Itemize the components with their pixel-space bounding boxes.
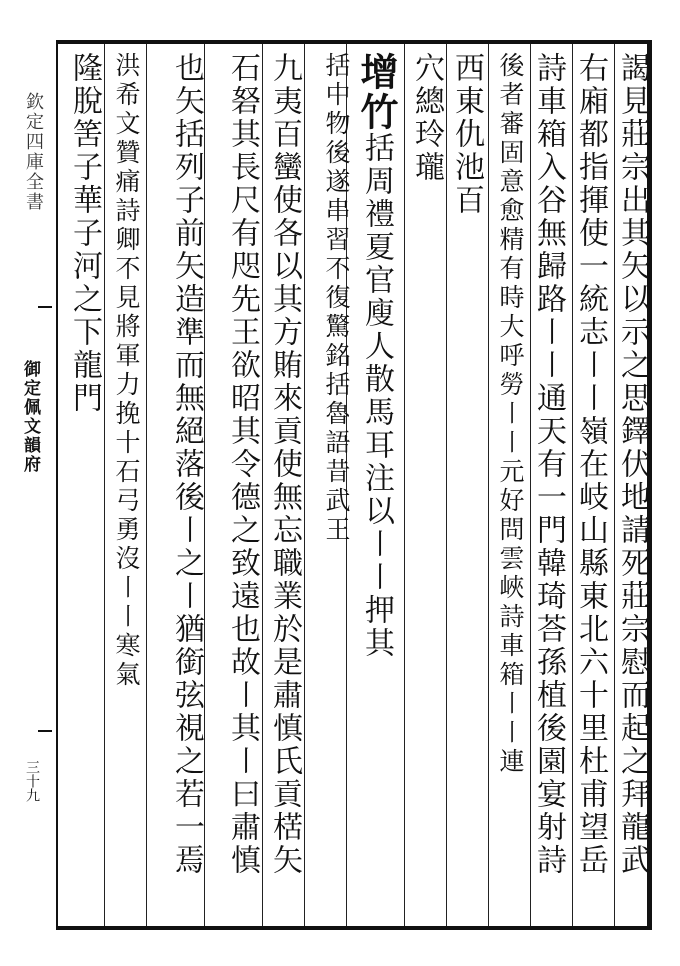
book-title: 欽定四庫全書 [23, 92, 44, 212]
text-column: 穴總玲瓏 [409, 52, 444, 184]
entry-text: 括周禮夏官廋人散馬耳注以〡〡押其 [359, 132, 394, 660]
text-column: 後者審固意愈精有時大呼勞〡〡元好問雲峽詩車箱〡〡連 [496, 52, 525, 777]
text-column: 石砮其長尺有咫先王欲昭其令德之致遠也故〡其〡曰肅慎 [225, 52, 260, 877]
column-rule [204, 44, 205, 926]
text-column: 隆脫筈子華子河之下龍門 [67, 52, 102, 415]
column-rule [404, 44, 405, 926]
book-subtitle: 御定佩文韻府 [20, 360, 40, 474]
text-column: 西東仇池百 [449, 52, 484, 217]
column-rule [104, 44, 105, 926]
margin-rule [38, 730, 52, 732]
text-column: 右廂都指揮使一統志〡〡嶺在岐山縣東北六十里杜甫望岳 [573, 52, 608, 877]
text-column: 也矢括列子前矢造準而無絕落後〡之〡猶銜弦視之若一焉 [169, 52, 204, 877]
entry-heading: 增竹 [354, 52, 399, 132]
page-number: 三十九 [24, 760, 40, 802]
page-margin [2, 40, 54, 930]
column-rule [488, 44, 489, 926]
column-rule [146, 44, 147, 926]
text-column: 洪希文贊痛詩卿不見將軍力挽十石弓勇沒〡〡寒氣 [112, 52, 141, 690]
text-column: 謁見莊宗出其矢以示之思鐸伏地請死莊宗慰而起之拜龍武 [615, 52, 650, 877]
text-column: 括中物後遂串習不復驚銘括魯語昔武王 [322, 52, 351, 545]
entry-column [354, 52, 399, 660]
column-rule [304, 44, 305, 926]
margin-rule [38, 306, 52, 308]
column-rule [446, 44, 447, 926]
column-rule [262, 44, 263, 926]
text-column: 詩車箱入谷無歸路〡〡通天有一門韓琦荅孫植後園宴射詩 [531, 52, 566, 877]
text-column: 九夷百蠻使各以其方賄來貢使無忘職業於是肅慎氏貢楛矢 [267, 52, 302, 877]
